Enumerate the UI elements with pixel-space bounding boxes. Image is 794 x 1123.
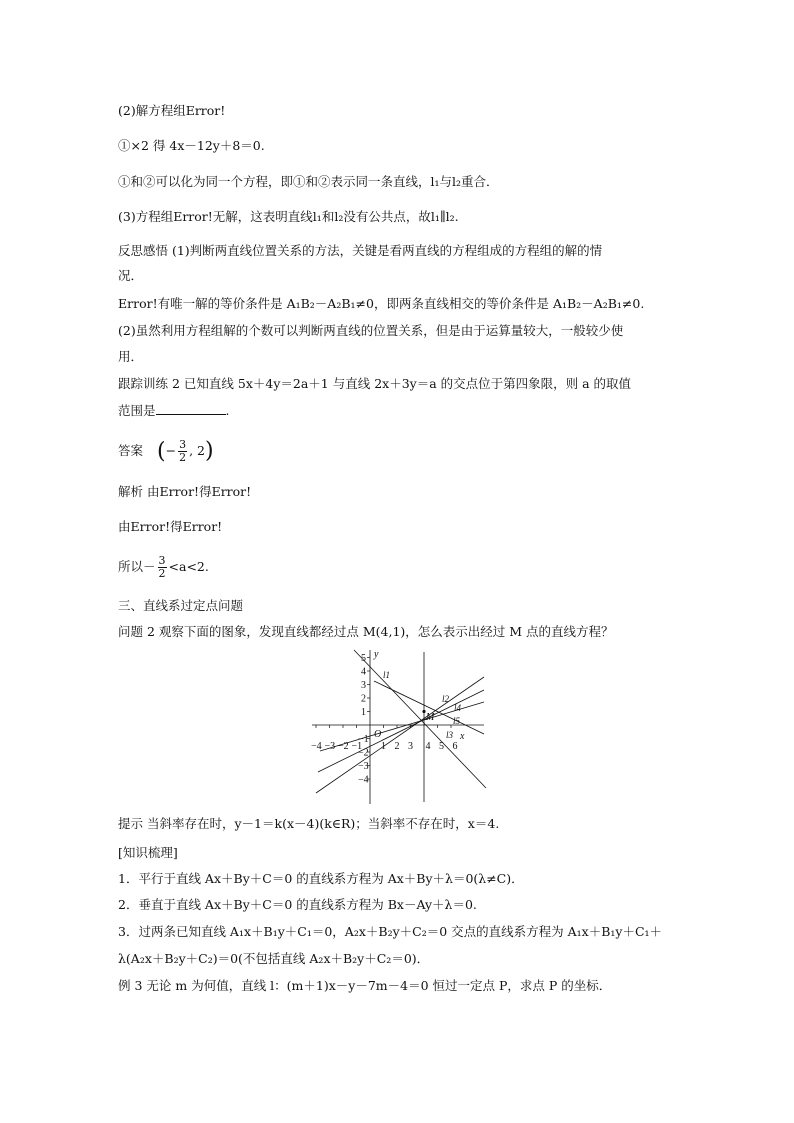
knowledge-heading: [知识梳理]	[118, 845, 178, 860]
answer-blank	[156, 402, 226, 415]
x-tick-label: 1	[381, 741, 386, 752]
answer-label: 答案	[118, 443, 144, 458]
line-l2	[316, 677, 484, 793]
text-line: (2)解方程组Error!	[118, 103, 226, 118]
text-line: ①和②可以化为同一个方程，即①和②表示同一条直线，l₁与l₂重合．	[118, 174, 499, 189]
text-fragment: 所以－	[118, 559, 156, 574]
reflection-heading: 反思感悟 (1)判断两直线位置关系的方法，关键是看两直线的方程组成的方程组的解的情	[118, 243, 603, 258]
line-label-l3: l3	[446, 730, 454, 740]
text-line: 用．	[118, 349, 144, 364]
text-line: Error!有唯一解的等价条件是 A₁B₂－A₂B₁≠0，即两条直线相交的等价条件是 A₁B₂－A₂B₁≠0.	[118, 296, 645, 311]
text-line: (3)方程组Error!无解，这表明直线l₁和l₂没有公共点，故l₁∥l₂.	[118, 209, 459, 224]
x-tick-label: −1	[351, 741, 363, 752]
text-line: 由Error!得Error!	[118, 519, 223, 534]
line-label-l4: l4	[454, 703, 462, 713]
exercise-line: 跟踪训练 2 已知直线 5x＋4y＝2a＋1 与直线 2x＋3y＝a 的交点位于第四象限，则 a 的取值	[118, 376, 632, 391]
x-tick-label: 4	[425, 741, 431, 752]
y-tick-label: −3	[358, 761, 369, 772]
analysis-line: 解析 由Error!得Error!	[118, 484, 252, 499]
line-label-l5: l5	[453, 716, 461, 726]
y-tick-label: 3	[361, 680, 366, 691]
x-tick-label: 6	[452, 741, 458, 752]
y-tick-label: −2	[358, 747, 369, 759]
list-item: 3．过两条已知直线 A₁x＋B₁y＋C₁＝0，A₂x＋B₂y＋C₂＝0 交点的直线系方程为 A₁x＋B₁y＋C₁＋	[118, 924, 663, 939]
x-tick-label: 2	[394, 741, 400, 752]
close-paren: )	[204, 438, 214, 464]
x-tick-label: −2	[338, 741, 349, 752]
text-fragment: .	[225, 403, 230, 418]
x-tick-label: 3	[408, 741, 413, 752]
origin-label: O	[374, 729, 382, 740]
numerator: 3	[158, 554, 166, 567]
question-line: 问题 2 观察下面的图象，发现直线都经过点 M(4,1)，怎么表示出经过 M 点的直线方程？	[118, 624, 614, 639]
exercise-line	[118, 402, 230, 419]
hint-line: 提示 当斜率存在时，y－1＝k(x－4)(k∈R)；当斜率不存在时，x＝4.	[118, 816, 500, 831]
example-line: 例 3 无论 m 为何值，直线 l：(m＋1)x－y－7m－4＝0 恒过一定点 P，求点 P 的坐标．	[118, 978, 612, 993]
answer-tail: , 2	[189, 443, 205, 458]
numerator: 3	[179, 438, 187, 451]
section-heading: 三、直线系过定点问题	[118, 598, 244, 613]
y-axis-label: y	[374, 649, 379, 660]
line-family-graph	[308, 648, 488, 806]
list-item-continuation: λ(A₂x＋B₂y＋C₂)＝0(不包括直线 A₂x＋B₂y＋C₂＝0)．	[118, 951, 430, 966]
list-item: 2．垂直于直线 Ax＋By＋C＝0 的直线系方程为 Bx－Ay＋λ＝0.	[118, 897, 477, 912]
denominator: 2	[179, 451, 187, 464]
line-label-l2: l2	[442, 694, 450, 704]
y-tick-label: 5	[361, 653, 366, 664]
list-item: 1．平行于直线 Ax＋By＋C＝0 的直线系方程为 Ax＋By＋λ＝0(λ≠C)．	[118, 871, 524, 886]
fraction	[178, 439, 187, 464]
x-tick-label: −3	[324, 741, 336, 752]
text-fragment: 范围是	[118, 403, 156, 418]
x-axis-label: x	[460, 731, 465, 742]
open-paren: (	[157, 438, 166, 464]
x-tick-label: 5	[439, 741, 444, 752]
y-tick-label: 1	[361, 707, 366, 718]
y-tick-label: 2	[361, 693, 366, 705]
y-tick-label: −4	[358, 774, 369, 786]
line-l1	[351, 650, 486, 788]
line-label-l1: l1	[383, 670, 391, 680]
point-M-label: M	[426, 712, 435, 723]
denominator: 2	[158, 567, 166, 580]
text-line: 况．	[118, 268, 144, 283]
text-fragment: <a<2.	[168, 559, 209, 574]
fraction	[158, 555, 167, 580]
text-line: (2)虽然利用方程组解的个数可以判断两直线的位置关系，但是由于运算量较大，一般较少使	[118, 323, 624, 338]
y-tick-label: −1	[358, 734, 369, 745]
text-line: ①×2 得 4x－12y＋8＝0.	[118, 138, 265, 153]
answer-line	[118, 436, 214, 467]
x-tick-label: −4	[311, 741, 322, 752]
line-l5	[374, 681, 484, 734]
y-tick-label: 4	[361, 666, 366, 678]
inequality-line	[118, 552, 209, 582]
minus-sign: −	[165, 443, 177, 458]
